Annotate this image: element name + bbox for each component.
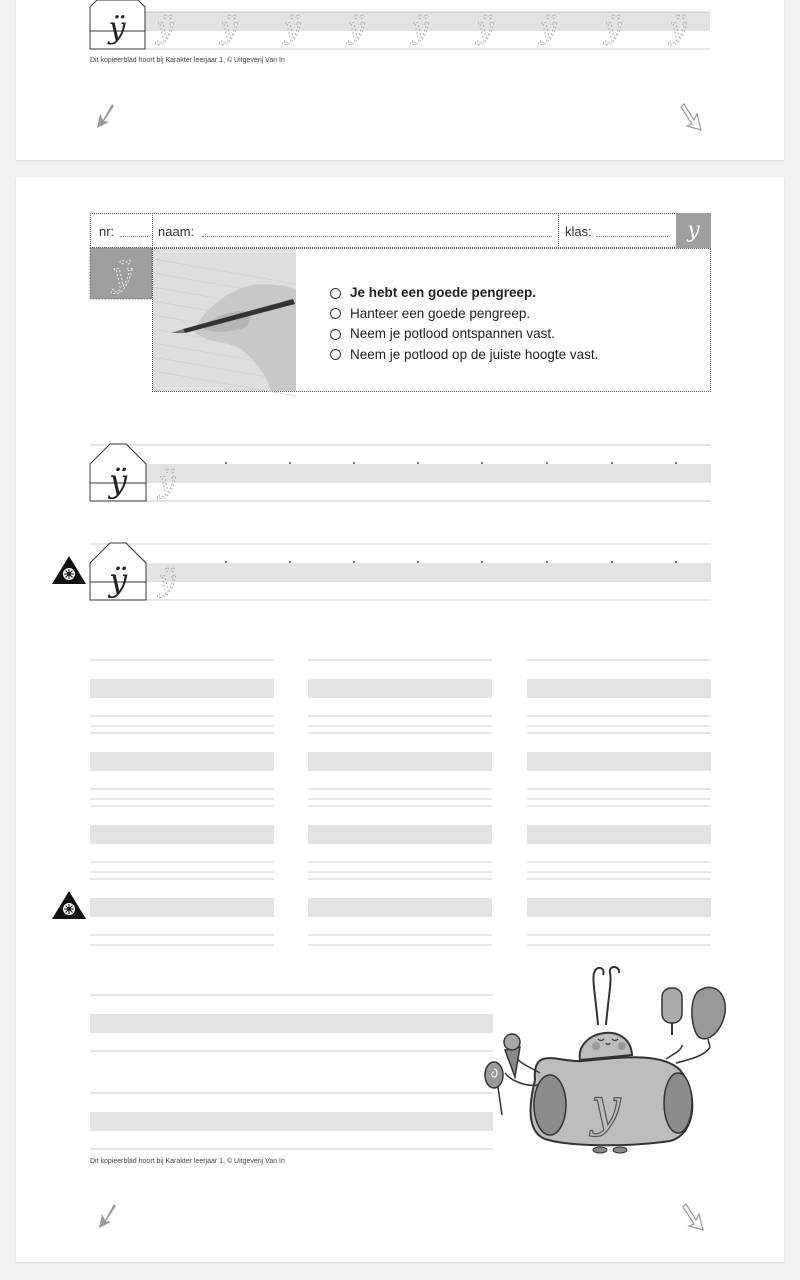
header-divider: [558, 213, 559, 248]
class-label: klas:: [565, 224, 592, 239]
svg-text:ÿ: ÿ: [539, 11, 557, 46]
svg-text:ÿ: ÿ: [158, 564, 176, 599]
radio-circle-icon[interactable]: [330, 329, 341, 340]
checklist-item[interactable]: Neem je potlood ontspannen vast.: [330, 324, 598, 345]
next-page-arrow-icon[interactable]: [680, 1202, 706, 1232]
prev-page-writing-row: [0, 0, 800, 60]
nr-label: nr:: [99, 224, 115, 239]
pencil-grip-checklist: [330, 283, 598, 365]
letter-badge: y: [676, 213, 711, 248]
letter-tile: [90, 248, 153, 300]
prev-page-arrow-icon[interactable]: [95, 102, 117, 130]
tracing-row-2: [0, 540, 800, 610]
svg-text:ÿ: ÿ: [283, 11, 301, 46]
radio-circle-icon[interactable]: [330, 349, 341, 360]
svg-text:ÿ: ÿ: [347, 11, 365, 46]
svg-text:ÿ: ÿ: [112, 255, 132, 295]
mascot-letter: y: [591, 1078, 621, 1138]
checklist-item[interactable]: Je hebt een goede pengreep.: [330, 283, 598, 304]
radio-circle-icon[interactable]: [330, 288, 341, 299]
header-divider: [152, 213, 153, 248]
practice-lines-grid: [0, 650, 800, 950]
copyright-note: Dit kopieerblad hoort bij Karakter leerjaar 1, © Uitgeverij Van In: [90, 57, 285, 64]
nr-field[interactable]: [120, 236, 148, 237]
svg-text:ÿ: ÿ: [158, 465, 176, 500]
svg-text:ÿ: ÿ: [669, 11, 687, 46]
svg-text:ÿ: ÿ: [156, 11, 174, 46]
svg-text:ÿ: ÿ: [108, 462, 128, 500]
name-field[interactable]: [202, 236, 552, 237]
svg-text:ÿ: ÿ: [411, 11, 429, 46]
svg-text:ÿ: ÿ: [220, 11, 238, 46]
checklist-item[interactable]: Neem je potlood op de juiste hoogte vast.: [330, 345, 598, 366]
name-label: naam:: [158, 224, 195, 239]
prev-page-arrow-icon[interactable]: [97, 1202, 119, 1230]
difficulty-triangle-icon: [51, 555, 87, 585]
svg-text:ÿ: ÿ: [476, 11, 494, 46]
class-field[interactable]: [596, 236, 668, 237]
svg-text:ÿ: ÿ: [108, 11, 126, 46]
difficulty-triangle-icon: [51, 890, 87, 920]
pencil-grip-photo: [153, 249, 296, 391]
svg-text:ÿ: ÿ: [108, 561, 128, 599]
next-page-arrow-icon[interactable]: [678, 102, 704, 132]
tracing-row-1: [0, 440, 800, 510]
copyright-note: Dit kopieerblad hoort bij Karakter leerjaar 1, © Uitgeverij Van In: [90, 1158, 285, 1165]
radio-circle-icon[interactable]: [330, 308, 341, 319]
monster-mascot-illustration: [470, 955, 740, 1165]
svg-text:ÿ: ÿ: [604, 11, 622, 46]
checklist-item[interactable]: Hanteer een goede pengreep.: [330, 304, 598, 325]
